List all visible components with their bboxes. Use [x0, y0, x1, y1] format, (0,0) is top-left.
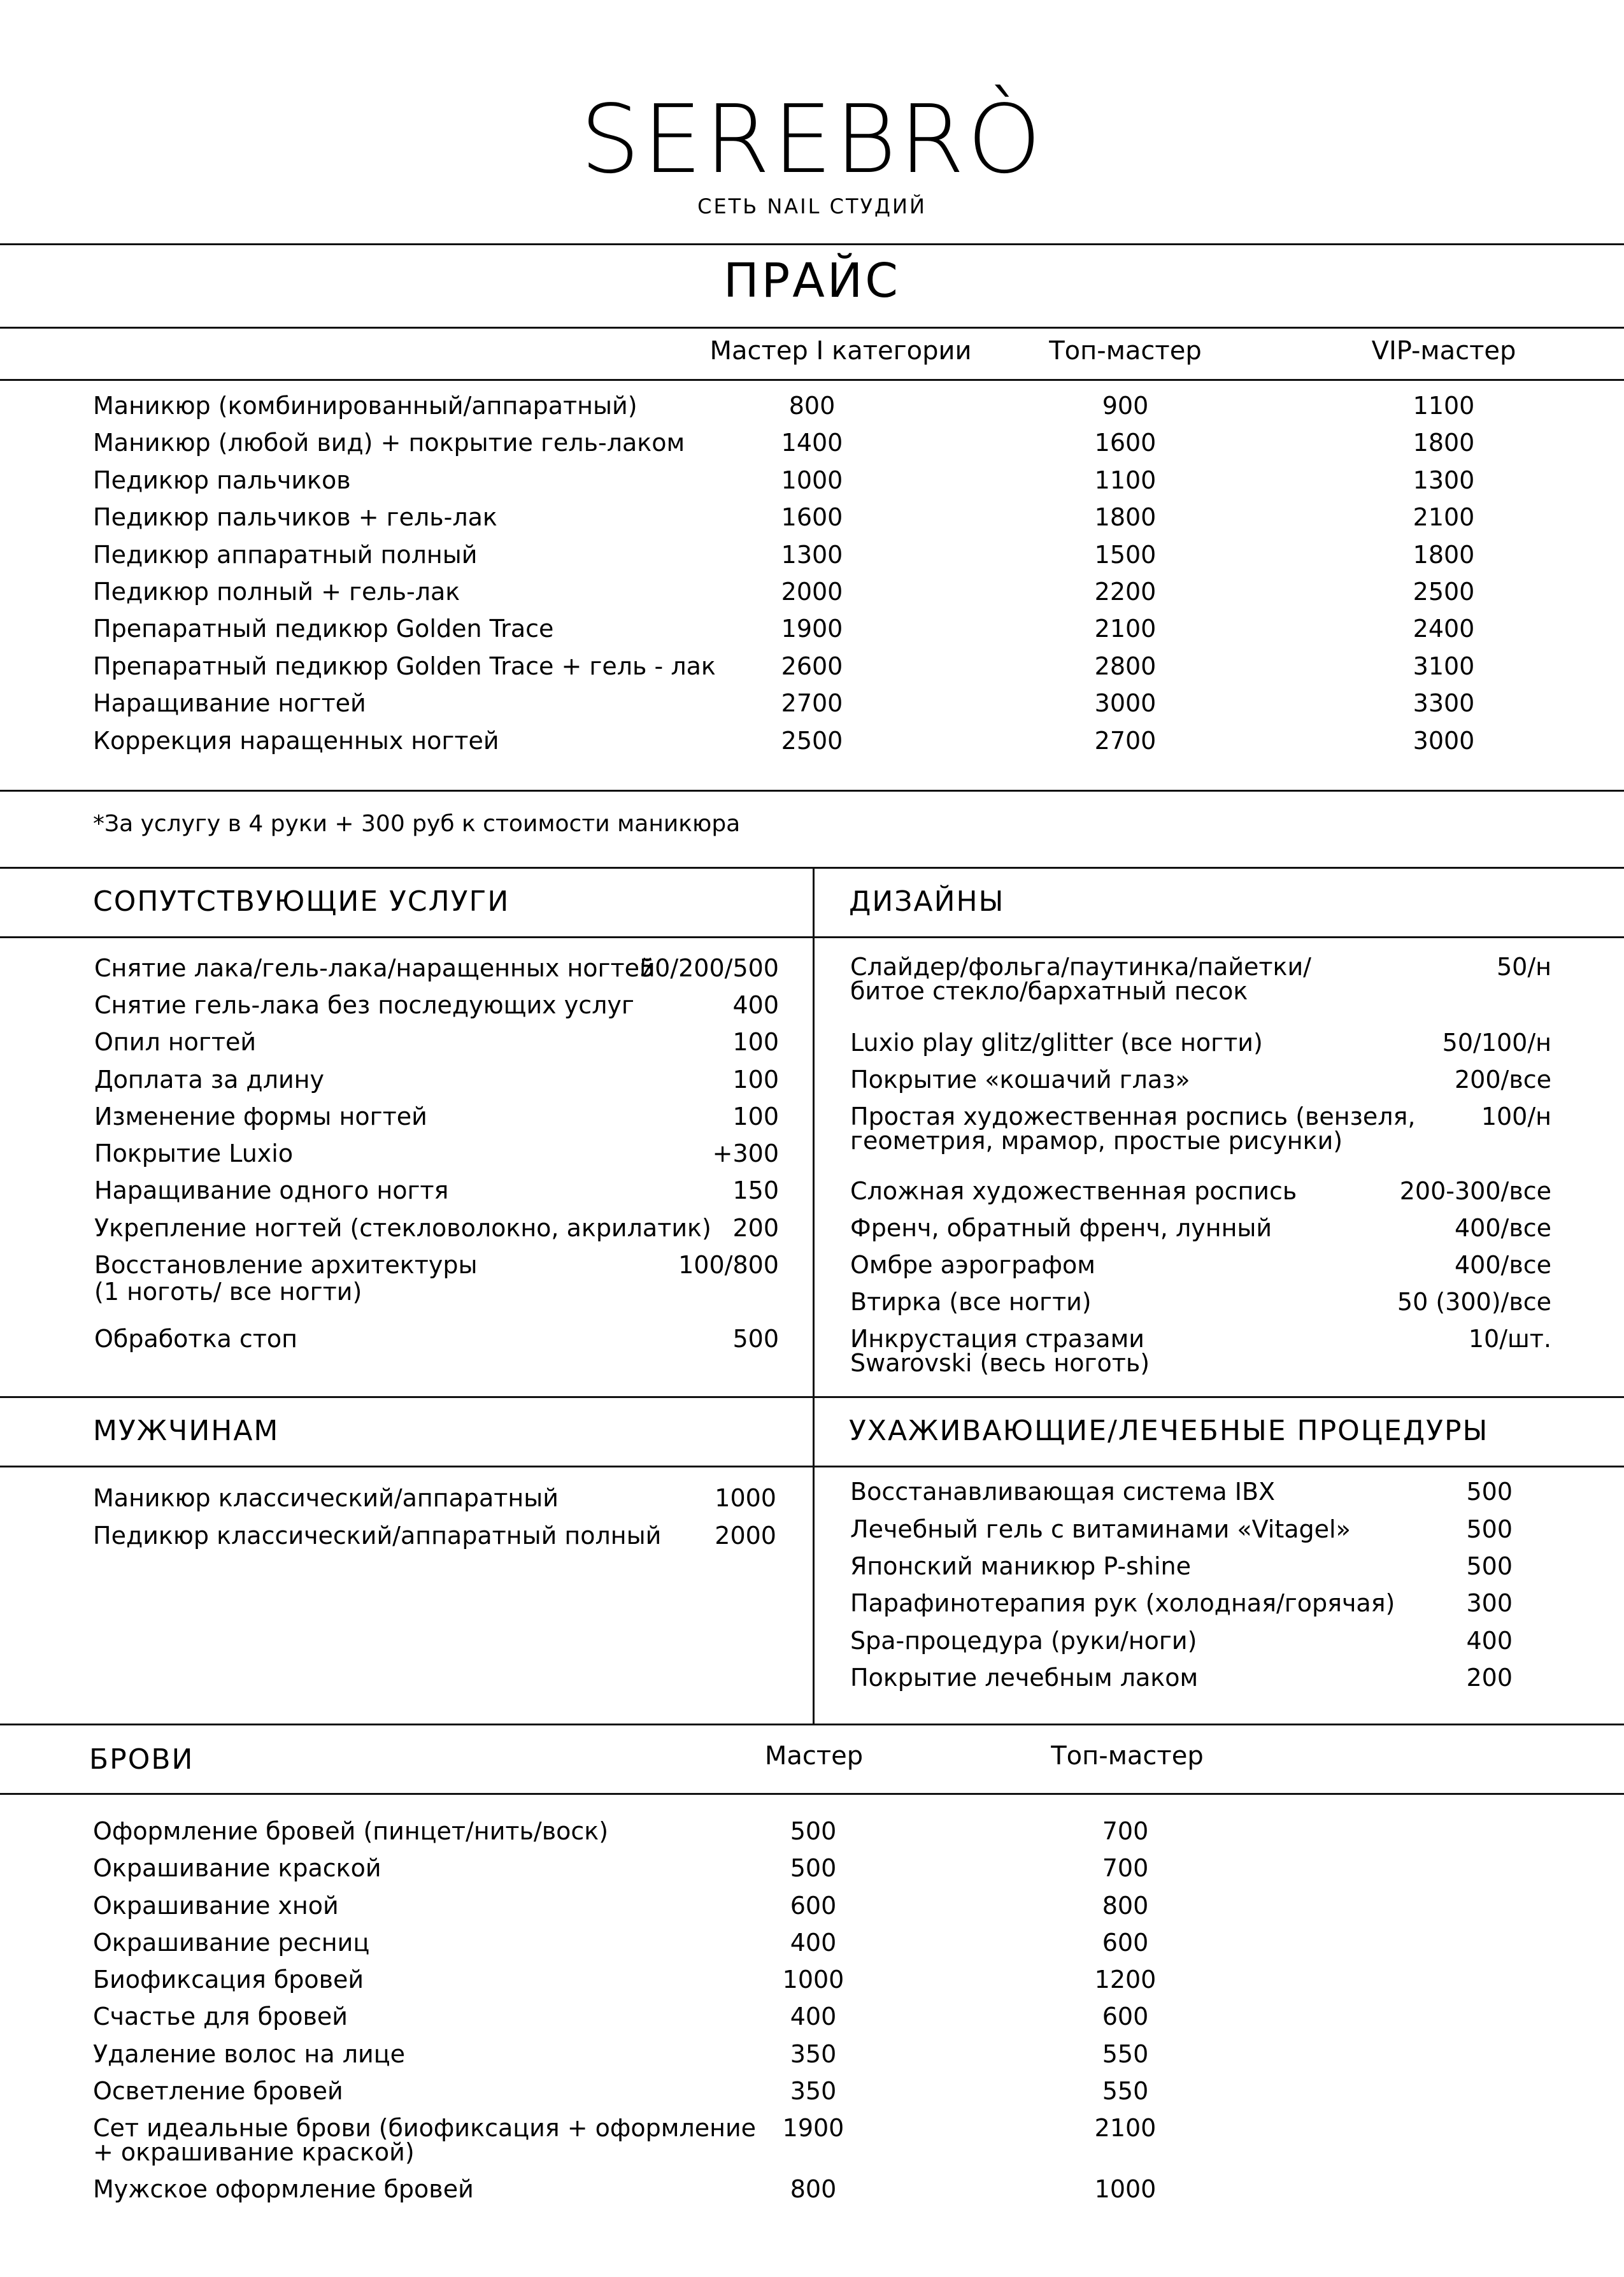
- service-price: +300: [712, 1139, 779, 1167]
- price-top-master: 1000: [1094, 2175, 1157, 2203]
- service-name: Счастье для бровей: [93, 2002, 348, 2031]
- price-master: 400: [790, 2002, 837, 2031]
- column-divider: [813, 867, 815, 1724]
- price-top-master: 800: [1102, 1892, 1149, 1920]
- price-vip-master: 1300: [1413, 466, 1475, 494]
- service-price: 100: [732, 1028, 779, 1056]
- service-price: 50/н: [1496, 953, 1551, 981]
- service-name: Втирка (все ногти): [850, 1288, 1092, 1316]
- service-price: 1000: [715, 1484, 776, 1512]
- price-top-master: 2100: [1094, 615, 1157, 643]
- service-name: Френч, обратный френч, лунный: [850, 1214, 1272, 1242]
- service-name: Препаратный педикюр Golden Trace: [93, 615, 554, 643]
- page-title: ПРАЙС: [723, 253, 901, 308]
- service-price: 200/все: [1455, 1066, 1551, 1094]
- price-top-master: 2800: [1094, 652, 1157, 680]
- service-name: Наращивание ногтей: [93, 689, 366, 717]
- divider: [0, 867, 1624, 869]
- service-price: 10/шт.: [1468, 1325, 1551, 1353]
- divider: [0, 1466, 1624, 1467]
- divider: [0, 327, 1624, 329]
- price-master-1: 1300: [781, 541, 843, 569]
- service-name: Сет идеальные брови (биофиксация + оформление: [93, 2114, 757, 2142]
- service-price: 100/н: [1481, 1103, 1551, 1131]
- service-name: Оформление бровей (пинцет/нить/воск): [93, 1817, 609, 1845]
- price-vip-master: 3300: [1413, 689, 1475, 717]
- service-name: Маникюр (комбинированный/аппаратный): [93, 392, 637, 420]
- section-title-care: УХАЖИВАЮЩИЕ/ЛЕЧЕБНЫЕ ПРОЦЕДУРЫ: [849, 1415, 1489, 1447]
- price-vip-master: 1100: [1413, 392, 1475, 420]
- price-master-1: 1000: [781, 466, 843, 494]
- service-price: 50/200/500: [639, 954, 779, 982]
- service-name: Изменение формы ногтей: [94, 1103, 427, 1131]
- service-name: Удаление волос на лице: [93, 2040, 405, 2068]
- price-master-1: 1400: [781, 429, 843, 457]
- price-top-master: 700: [1102, 1817, 1149, 1845]
- price-top-master: 550: [1102, 2077, 1149, 2105]
- service-name: Снятие лака/гель-лака/наращенных ногтей: [94, 954, 655, 982]
- service-name: Мужское оформление бровей: [93, 2175, 474, 2203]
- price-master-1: 1900: [781, 615, 843, 643]
- service-price: 200: [732, 1214, 779, 1242]
- price-top-master: 1500: [1094, 541, 1157, 569]
- section-title-designs: ДИЗАЙНЫ: [849, 885, 1005, 918]
- price-top-master: 3000: [1094, 689, 1157, 717]
- price-top-master: 600: [1102, 1929, 1149, 1957]
- service-name: Маникюр (любой вид) + покрытие гель-лаком: [93, 429, 685, 457]
- service-name: Снятие гель-лака без последующих услуг: [94, 991, 634, 1019]
- service-name: Педикюр аппаратный полный: [93, 541, 478, 569]
- service-name: Окрашивание хной: [93, 1892, 339, 1920]
- service-name: Обработка стоп: [94, 1325, 298, 1353]
- service-name: Покрытие Luxio: [94, 1139, 294, 1167]
- section-title-related: СОПУТСТВУЮЩИЕ УСЛУГИ: [93, 885, 510, 918]
- price-vip-master: 2400: [1413, 615, 1475, 643]
- service-price: 400/все: [1455, 1214, 1551, 1242]
- service-price: 100: [732, 1066, 779, 1094]
- service-name-continued: + окрашивание краской): [93, 2138, 415, 2166]
- price-vip-master: 1800: [1413, 429, 1475, 457]
- service-name: Простая художественная роспись (вензеля,: [850, 1103, 1416, 1131]
- price-master: 1000: [782, 1966, 844, 1994]
- service-price: 50 (300)/все: [1397, 1288, 1551, 1316]
- service-price: 500: [732, 1325, 779, 1353]
- service-price: 400: [732, 991, 779, 1019]
- service-price: 2000: [715, 1522, 776, 1550]
- price-top-master: 600: [1102, 2002, 1149, 2031]
- service-name: Коррекция наращенных ногтей: [93, 727, 499, 755]
- divider: [0, 243, 1624, 245]
- price-master: 400: [790, 1929, 837, 1957]
- price-master-1: 800: [788, 392, 836, 420]
- service-name: Педикюр полный + гель-лак: [93, 578, 460, 606]
- service-name: Сложная художественная роспись: [850, 1177, 1297, 1205]
- price-top-master: 700: [1102, 1854, 1149, 1882]
- brows-column-top-master: Топ-мастер: [1051, 1741, 1204, 1771]
- price-top-master: 1100: [1094, 466, 1157, 494]
- price-top-master: 550: [1102, 2040, 1149, 2068]
- brand-tagline: СЕТЬ NAIL СТУДИЙ: [697, 194, 927, 218]
- service-name: Восстанавливающая система IBX: [850, 1478, 1276, 1506]
- service-price: 50/100/н: [1442, 1029, 1551, 1057]
- price-vip-master: 2500: [1413, 578, 1475, 606]
- service-name: Биофиксация бровей: [93, 1966, 364, 1994]
- price-master: 350: [790, 2077, 837, 2105]
- divider: [0, 936, 1624, 938]
- footnote: *За услугу в 4 руки + 300 руб к стоимости маникюра: [93, 811, 741, 837]
- service-name: Педикюр пальчиков: [93, 466, 351, 494]
- price-top-master: 2200: [1094, 578, 1157, 606]
- price-master-1: 2700: [781, 689, 843, 717]
- price-vip-master: 1800: [1413, 541, 1475, 569]
- price-master: 500: [790, 1854, 837, 1882]
- service-name: Укрепление ногтей (стекловолокно, акрилатик): [94, 1214, 711, 1242]
- service-name-continued: битое стекло/бархатный песок: [850, 977, 1248, 1005]
- service-price: 200: [1466, 1664, 1513, 1692]
- service-name: Восстановление архитектуры: [94, 1251, 478, 1279]
- price-master-1: 1600: [781, 503, 843, 531]
- section-title-men: МУЖЧИНАМ: [93, 1415, 280, 1447]
- service-name-continued: геометрия, мрамор, простые рисунки): [850, 1127, 1343, 1155]
- service-name: Spa-процедура (руки/ноги): [850, 1627, 1197, 1655]
- brows-column-master: Мастер: [764, 1741, 864, 1771]
- price-master-1: 2600: [781, 652, 843, 680]
- column-header-vip-master: VIP-мастер: [1371, 336, 1516, 366]
- service-price: 400: [1466, 1627, 1513, 1655]
- price-master: 350: [790, 2040, 837, 2068]
- service-price: 500: [1466, 1478, 1513, 1506]
- price-top-master: 1800: [1094, 503, 1157, 531]
- service-name: Маникюр классический/аппаратный: [93, 1484, 559, 1512]
- brand-logo: SEREBRÒ: [580, 85, 1044, 194]
- service-name: Парафинотерапия рук (холодная/горячая): [850, 1589, 1395, 1617]
- price-top-master: 2100: [1094, 2114, 1157, 2142]
- service-name: Luxio play glitz/glitter (все ногти): [850, 1029, 1263, 1057]
- price-top-master: 2700: [1094, 727, 1157, 755]
- price-top-master: 1600: [1094, 429, 1157, 457]
- divider: [0, 379, 1624, 381]
- service-price: 100: [732, 1103, 779, 1131]
- service-price: 500: [1466, 1515, 1513, 1543]
- service-price: 100/800: [678, 1251, 779, 1279]
- price-master: 1900: [782, 2114, 844, 2142]
- service-name: Препаратный педикюр Golden Trace + гель - лак: [93, 652, 716, 680]
- column-header-master-1: Мастер I категории: [709, 336, 972, 366]
- service-name: Опил ногтей: [94, 1028, 257, 1056]
- service-name-continued: Swarovski (весь ноготь): [850, 1349, 1150, 1377]
- service-name: Слайдер/фольга/паутинка/пайетки/: [850, 953, 1311, 981]
- price-vip-master: 3000: [1413, 727, 1475, 755]
- price-top-master: 900: [1102, 392, 1149, 420]
- price-master-1: 2000: [781, 578, 843, 606]
- section-title-brows: БРОВИ: [89, 1743, 194, 1776]
- service-price: 500: [1466, 1552, 1513, 1580]
- divider: [0, 1396, 1624, 1398]
- service-name: Доплата за длину: [94, 1066, 325, 1094]
- service-price: 300: [1466, 1589, 1513, 1617]
- service-name: Покрытие «кошачий глаз»: [850, 1066, 1190, 1094]
- price-top-master: 1200: [1094, 1966, 1157, 1994]
- divider: [0, 790, 1624, 792]
- service-price: 400/все: [1455, 1251, 1551, 1279]
- service-price: 200-300/все: [1399, 1177, 1551, 1205]
- service-name: Наращивание одного ногтя: [94, 1176, 449, 1204]
- service-name: Окрашивание краской: [93, 1854, 381, 1882]
- divider: [0, 1724, 1624, 1725]
- service-name: Лечебный гель с витаминами «Vitagel»: [850, 1515, 1351, 1543]
- service-name: Японский маникюр P-shine: [850, 1552, 1191, 1580]
- price-master: 800: [790, 2175, 837, 2203]
- service-name: Окрашивание ресниц: [93, 1929, 370, 1957]
- column-header-top-master: Топ-мастер: [1049, 336, 1202, 366]
- service-name: Педикюр пальчиков + гель-лак: [93, 503, 497, 531]
- divider: [0, 1793, 1624, 1795]
- service-name: Покрытие лечебным лаком: [850, 1664, 1199, 1692]
- service-name: Осветление бровей: [93, 2077, 343, 2105]
- price-master-1: 2500: [781, 727, 843, 755]
- service-price: 150: [732, 1176, 779, 1204]
- service-name: Инкрустация стразами: [850, 1325, 1144, 1353]
- service-name-continued: (1 ноготь/ все ногти): [94, 1278, 362, 1306]
- price-vip-master: 3100: [1413, 652, 1475, 680]
- price-master: 600: [790, 1892, 837, 1920]
- price-master: 500: [790, 1817, 837, 1845]
- service-name: Омбре аэрографом: [850, 1251, 1095, 1279]
- price-vip-master: 2100: [1413, 503, 1475, 531]
- service-name: Педикюр классический/аппаратный полный: [93, 1522, 662, 1550]
